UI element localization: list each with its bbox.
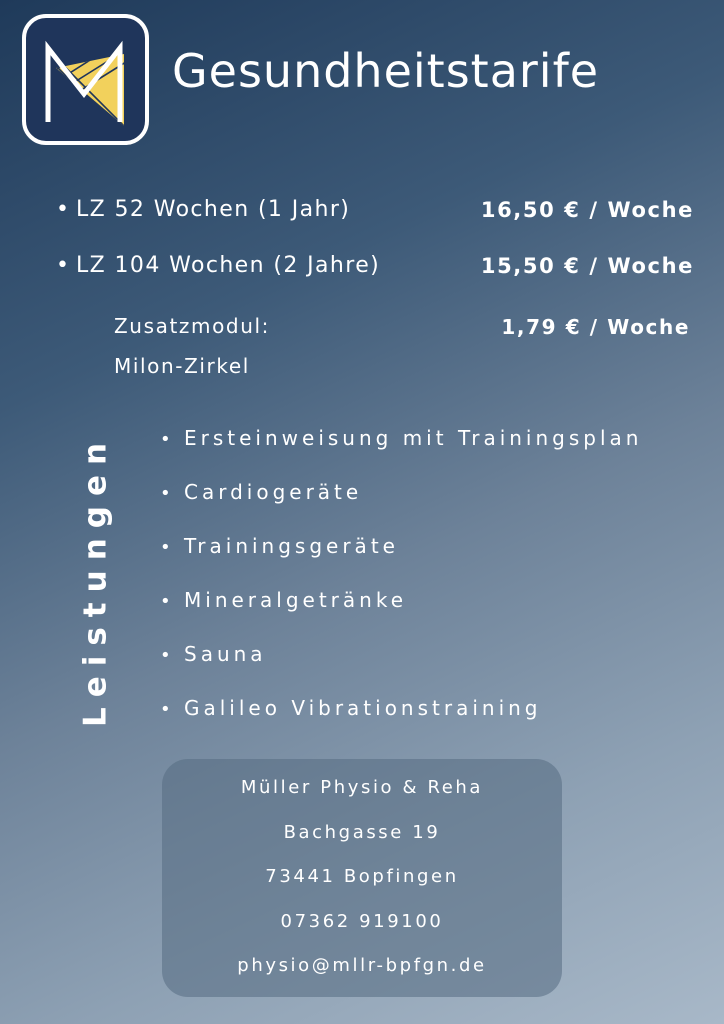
service-label: Cardiogeräte	[184, 480, 363, 504]
bullet-icon: •	[160, 591, 171, 612]
list-item	[160, 420, 642, 474]
bullet-icon: •	[56, 197, 69, 222]
tariff-price: 16,50 € / Woche	[480, 198, 694, 222]
contact-phone[interactable]: 07362 919100	[280, 910, 444, 932]
logo-m-icon	[26, 18, 145, 141]
tariff-name: LZ 104 Wochen (2 Jahre)	[76, 253, 381, 278]
list-item	[160, 528, 642, 582]
tariff-price: 15,50 € / Woche	[480, 254, 694, 278]
service-label: Galileo Vibrationstraining	[184, 696, 542, 720]
service-label: Ersteinweisung mit Trainingsplan	[184, 426, 643, 450]
brand-logo	[22, 14, 149, 145]
addon-module	[114, 306, 270, 386]
bullet-icon: •	[160, 483, 171, 504]
list-item	[160, 582, 642, 636]
page-title: Gesundheitstarife	[172, 44, 600, 98]
addon-price: 1,79 € / Woche	[501, 315, 690, 339]
bullet-icon: •	[160, 699, 171, 720]
bullet-icon: •	[56, 253, 69, 278]
contact-street: Bachgasse 19	[283, 821, 441, 843]
service-label: Trainingsgeräte	[184, 534, 399, 558]
list-item	[160, 690, 642, 744]
tariff-name: LZ 52 Wochen (1 Jahr)	[76, 197, 351, 222]
addon-label: Zusatzmodul:	[114, 314, 270, 338]
bullet-icon: •	[160, 429, 171, 450]
contact-box	[162, 759, 562, 997]
contact-city: 73441 Bopfingen	[265, 866, 459, 888]
bullet-icon: •	[160, 537, 171, 558]
service-label: Sauna	[184, 642, 267, 666]
services-list	[160, 420, 642, 744]
services-heading: Leistungen	[77, 432, 114, 728]
list-item	[160, 474, 642, 528]
list-item	[160, 636, 642, 690]
bullet-icon: •	[160, 645, 171, 666]
contact-email[interactable]: physio@mllr-bpfgn.de	[237, 955, 487, 977]
contact-name: Müller Physio & Reha	[240, 777, 484, 798]
service-label: Mineralgetränke	[184, 588, 407, 612]
addon-name: Milon-Zirkel	[114, 354, 250, 378]
